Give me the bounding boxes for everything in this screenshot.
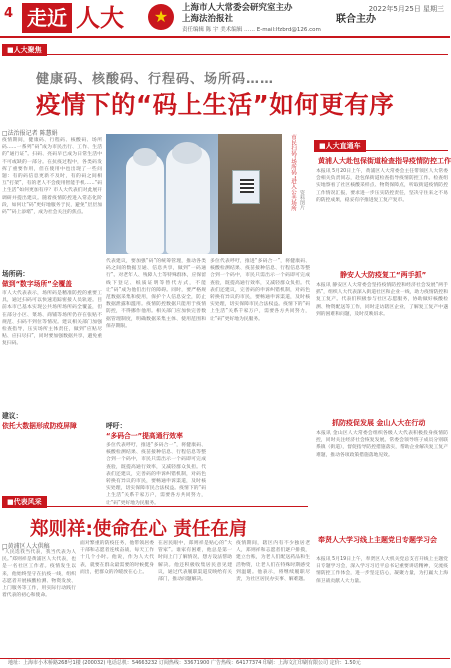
feature-headline: 疫情下的“码上生活”如何更有序 xyxy=(36,90,395,119)
section-label-profile: ■代表风采 xyxy=(2,496,47,508)
feature-col3-text: 多位代表呼吁，推进“多码合一”，将健康码、核酸检测结果、疫苗接种信息、行程信息等整合到一个码中，市民只需出示一个码即可完成查验，既提高通行效率，又减轻群众负担。代表们还建议，完善码的申诉纠错机制，对码色转换有异议的市民，要畅通申诉渠道，及时核实处理，切实保障市民合法权益。疫情下的“码上生活”关系千家万户，需要各方共同努力，让“码”更好地为民服务。 xyxy=(210,259,310,322)
page-number: 4 xyxy=(4,6,14,21)
feature-photo xyxy=(106,134,282,254)
news1-text: 本报讯 5月20日上午，黄浦区人大常委会主任带领区人大常委会相关负责同志，赴包保街道检查指导疫情防控工作。检查组实地察看了社区核酸采样点、物资保障点，听取街道疫情防控工作情况汇报，要求进一步压实防控责任，坚决守住来之不易的防控成果，稳妥有序推进复工复产复市。 xyxy=(316,169,448,203)
profile-col2-text: 面对繁重的防疫任务，他带领居委干部和志愿者连续奋战，每天工作十几个小时。他说，作为人大代表，就要在群众最需要的时候挺身而出，把群众的冷暖放在心上。 xyxy=(80,541,154,575)
photo-caption: 市民扫码“场所码”进入公共场所 xyxy=(290,134,296,212)
subhead-appeal-b: “多码合一”提高通行效率 xyxy=(106,432,183,440)
masthead xyxy=(0,0,450,38)
subhead-suggestion-b: 依托大数据形成防疫屏障 xyxy=(2,422,77,430)
publisher-line3: 责任编辑 陈 宇 美术编辑 …… E-mail:lfzbrd@126.com xyxy=(182,27,321,33)
profile-byline: □黄浦区人大供稿 xyxy=(2,543,50,550)
profile-col1-text: “人民选我当代表，我当代表为人民。”郑则祥是黄浦区人大代表，也是一名社区工作者。疫情发生以来，他始终坚守在抗疫一线，组织志愿者开展核酸检测、物资发放、上门服务等工作，用实际行动践行着代表的初心和使命。 xyxy=(2,550,76,599)
joint-host-label: 联合主办 xyxy=(336,14,376,25)
news3-text: 本报讯 金山区人大常委会组织各级人大代表积极投身疫情防控，同时关注经济社会恢复发展。常委会领导班子成员分别联系镇（街道），督促指导防控措施落实，帮助企业解决复工复产难题，推动各项政策措施落地见效。 xyxy=(316,431,448,458)
brand-name: 人大 xyxy=(76,3,124,32)
publisher-line1: 上海市人大常委会研究室主办 xyxy=(182,3,293,13)
subhead-place-code-b: 做到“数字场所”全覆盖 xyxy=(2,280,73,288)
footer-info: 地址：上海市小木桥路268号1楼 (200032) 电话总机：54663232 订阅热线：33671900 广告热线：64177374 印刷：上海文汇印刷有限公司 定价：1.50元 xyxy=(0,658,450,668)
feature-subtitle: 健康码、核酸码、行程码、场所码…… xyxy=(36,72,275,87)
subhead-appeal: 呼吁： xyxy=(106,422,127,430)
publisher-info xyxy=(182,3,321,36)
publisher-line2: 上海法治报社 xyxy=(182,14,234,24)
right-divider xyxy=(314,150,448,151)
profile-col4-text: 疫情期间，辖区内有不少独居老人，郑则祥和志愿者们逐户排摸，建立台账，为老人们配送药品和生活物资，让老人们在特殊时期感受到温暖。他表示，将继续履职尽责，为社区居民办实事、解难题。 xyxy=(236,541,310,583)
news4-title: 奉贤人大学习线上主题党日专题学习会 xyxy=(318,536,437,544)
feature-col2-text-b: 多位代表呼吁，推进“多码合一”，将健康码、核酸检测结果、疫苗接种信息、行程信息等整合到一个码中，市民只需出示一个码即可完成查验，既提高通行效率，又减轻群众负担。代表们还建议，完善码的申诉纠错机制，对码色转换有异议的市民，要畅通申诉渠道，及时核实处理，切实保障市民合法权益。疫情下的“码上生活”关系千家万户，需要各方共同努力，让“码”更好地为民服务。 xyxy=(106,443,206,506)
profile-headline: 郑则祥:使命在心 责任在肩 xyxy=(30,519,248,540)
news4-text: 本报讯 5月19日上午，奉贤区人大机关党总支召开线上主题党日专题学习会，深入学习习近平总书记重要讲话精神，交流疫情防控工作体会，进一步坚定信心，凝聚力量，为打赢大上海保卫战贡献人大力量。 xyxy=(316,557,448,584)
section-label-express: ■人大直通车 xyxy=(314,140,366,152)
profile-divider xyxy=(2,506,308,507)
section-divider xyxy=(2,54,448,55)
subhead-suggestion: 建议： xyxy=(2,412,23,420)
brand-box: 走近 xyxy=(22,3,72,33)
brand-logo xyxy=(22,3,128,33)
feature-byline: □法治报记者 陈慧娟 xyxy=(2,130,58,137)
section-label-focus: ■人大聚焦 xyxy=(2,44,47,56)
feature-col2-text: 代表建议，要加强“码”的统筹管理，推动各类码之间的数据互通、信息共享，做到“一码通行”。对老年人、残障人士等特殊群体，应保留线下登记、纸质证明等替代方式，不能让“码”成为他们出行的障碍。同时，要严格规范数据采集和使用，保护个人信息安全，防止数据泄露和滥用。疫情防控数据只能用于疫情防控，不得挪作他用。相关部门应加快完善数据管理制度，明确数据采集主体、使用范围和保存期限。 xyxy=(106,259,206,329)
photo-credit: 资料图片 xyxy=(299,190,305,210)
feature-col1-text2: 市人大代表表示，场所码是精准防控的重要工具，通过扫码可以快速追踪密接人员轨迹。目前本市已基本实现公共场所场所码全覆盖，但在部分小区、菜场、商铺等场所仍存在张贴不规范、扫码不到位等情况。建议相关部门加强检查指导，压实场所主体责任，做到“应贴尽贴、应扫尽扫”，同时要加强数据共享，避免重复扫码。 xyxy=(2,291,102,347)
national-emblem-icon: ★ xyxy=(148,4,174,30)
news1-title: 黄浦人大赴包保街道检查指导疫情防控工作 xyxy=(318,157,451,165)
feature-col1-text: 疫情期间，健康码、行程码、核酸码、场所码……一系列“码”成为市民出行、工作、生活的“通行证”。扫码、亮码早已成为日常生活中不可或缺的一部分。在抗疫过程中，各类码发挥了重要作用，但在使用中也出现了一些问题：有的码信息更新不及时，有的码之间相互“打架”，有的老人不会使用智能手机……“码上生活”如何更加有序？市人大代表们对此展开调研并提出建议。随着疫情防控进入常态化阶段，如何让“码”更好地服务于民，避免“层层加码”“码上添堵”，成为社会关注的焦点。 xyxy=(2,138,102,216)
news2-title: 静安人大防疫复工“两手抓” xyxy=(340,271,427,279)
issue-date: 2022年5月25日 星期三 xyxy=(368,5,444,13)
subhead-place-code: 场所码： xyxy=(2,270,30,278)
news3-title: 抓防疫促发展 金山人大在行动 xyxy=(332,419,426,427)
news2-text: 本报讯 静安区人大常委会坚持疫情防控和经济社会发展“两手抓”，组织人大代表深入街道社区和企业一线，助力疫情防控和复工复产。代表们积极参与社区志愿服务，协助做好核酸检测、物资配送等工作，同时走访辖区企业，了解复工复产中遇到的困难和问题，及时反映诉求。 xyxy=(316,283,449,317)
qr-poster xyxy=(232,170,260,204)
profile-col3-text: 在居民眼中，郑则祥是贴心的“大管家”。谁家有困难，他总是第一时间上门了解情况，想方设法帮助解决。他还积极收集居民意见建议，通过代表履职渠道反映给有关部门，推动问题解决。 xyxy=(158,541,232,583)
